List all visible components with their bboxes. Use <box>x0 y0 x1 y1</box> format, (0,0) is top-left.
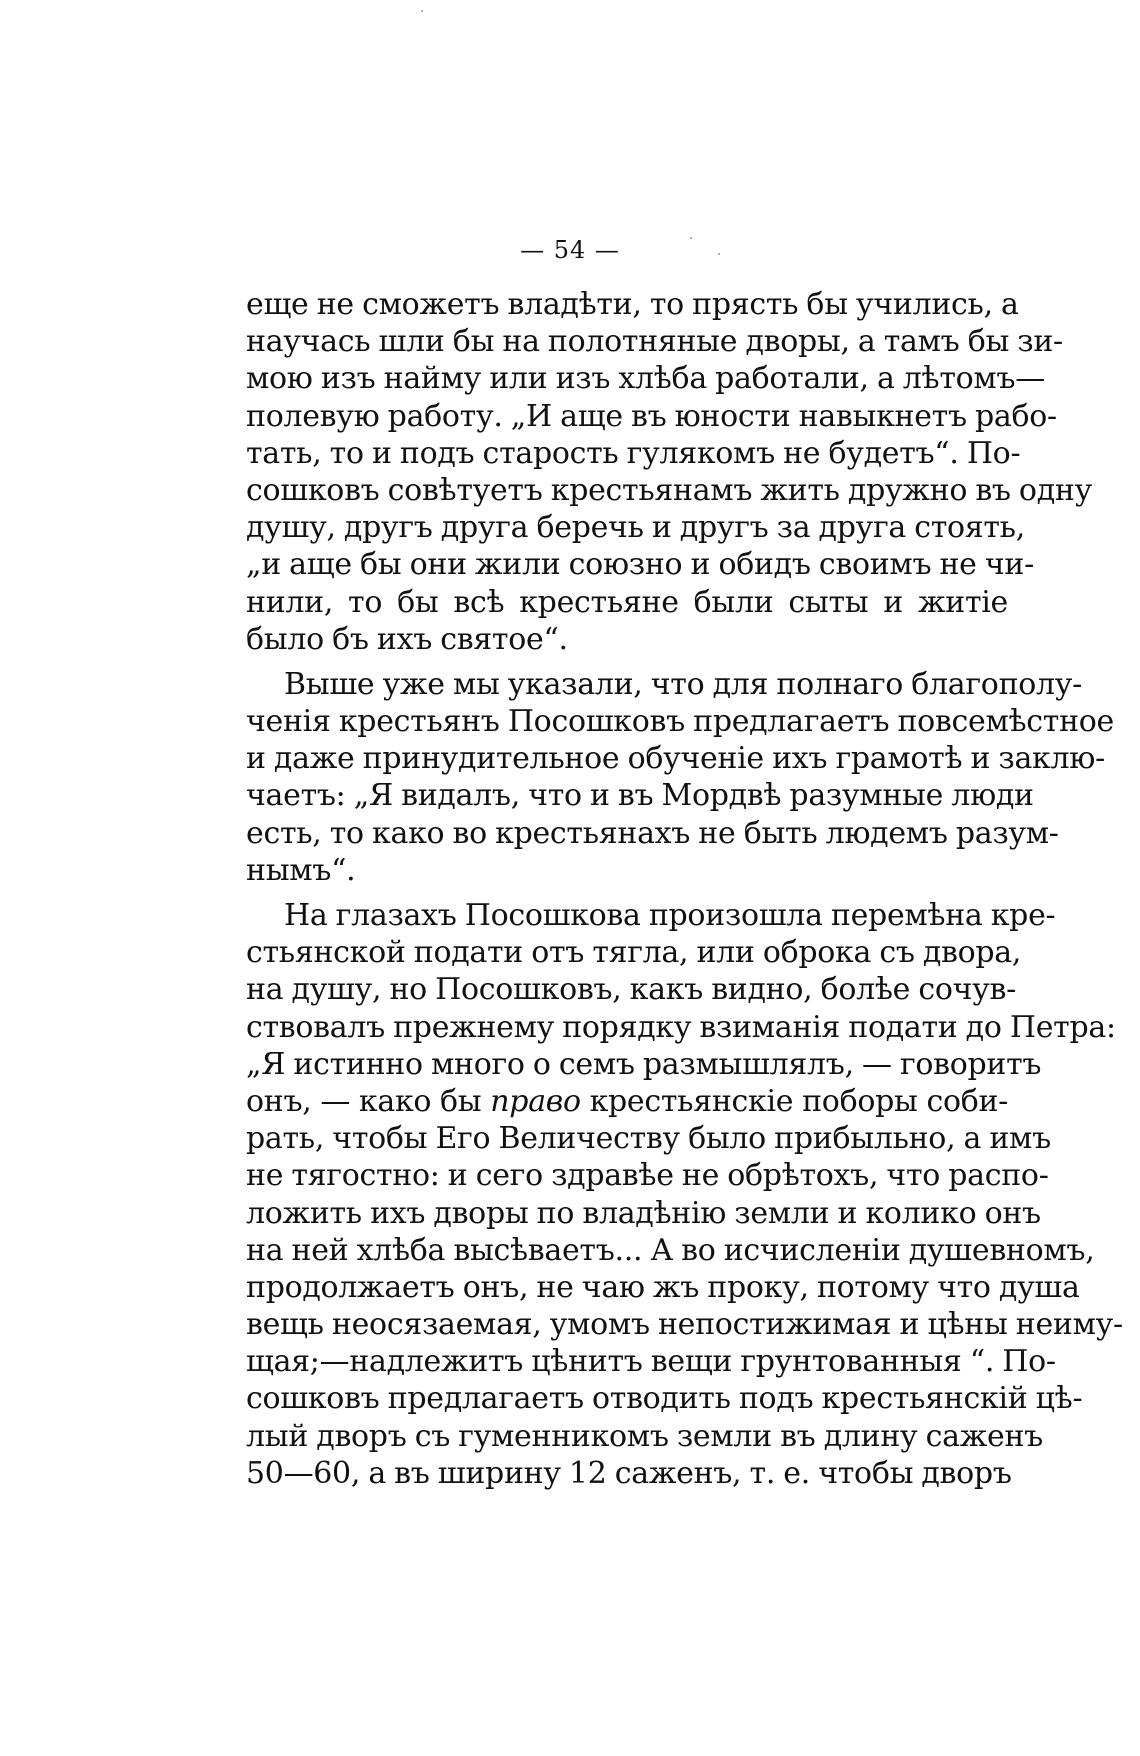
text-line: мою изъ найму или изъ хлѣба работали, а лѣтомъ— <box>246 361 1045 397</box>
text-line: сошковъ совѣтуетъ крестьянамъ жить дружно въ одну <box>246 472 1092 508</box>
text-line: на душу, но Посошковъ, какъ видно, болѣе сочув- <box>246 972 1016 1008</box>
text-line <box>246 1083 1008 1120</box>
italic-word: право <box>490 1083 581 1119</box>
text-line: продолжаетъ онъ, не чаю жъ проку, потому что душа <box>246 1269 1080 1305</box>
text-line: полевую работу. „И аще въ юности навыкнетъ рабо- <box>246 398 1057 434</box>
text-span: крестьянскіе поборы соби- <box>580 1083 1008 1119</box>
text-line: щая;—надлежитъ цѣнитъ вещи грунтованныя “. По- <box>246 1344 1056 1380</box>
text-line: 50—60, а въ ширину 12 саженъ, т. е. чтобы дворъ <box>246 1455 1012 1491</box>
text-line: тать, то и подъ старость гулякомъ не будетъ“. По- <box>246 435 1021 471</box>
paragraph <box>246 666 1115 889</box>
text-line: еще не сможетъ владѣти, то прясть бы учились, а <box>246 287 1019 322</box>
text-line: стьянской подати отъ тягла, или оброка съ двора, <box>246 935 1022 971</box>
text-line: чаетъ: „Я видалъ, что и въ Мордвѣ разумные люди <box>246 778 1034 814</box>
body-text <box>246 286 1123 1492</box>
text-line: нымъ“. <box>246 852 356 888</box>
text-line: душу, другъ друга беречь и другъ за друга стоять, <box>246 510 1025 546</box>
text-line: ченія крестьянъ Посошковъ предлагаетъ повсемѣстное <box>246 704 1115 740</box>
text-line: „и аще бы они жили союзно и обидъ своимъ не чи- <box>246 547 1034 583</box>
paper-speck <box>421 10 423 12</box>
text-span: онъ, — како бы <box>246 1083 491 1119</box>
text-line: было бъ ихъ святое“. <box>246 621 568 657</box>
text-line: ложить ихъ дворы по владѣнію земли и колико онъ <box>246 1195 1041 1231</box>
text-line: нили, то бы всѣ крестьяне были сыты и житіе <box>246 584 1008 620</box>
text-line: есть, то како во крестьянахъ не быть людемъ разум- <box>246 815 1059 851</box>
text-line: Выше уже мы указали, что для полнаго благополу- <box>284 666 1082 702</box>
text-line: на ней хлѣба высѣваетъ... А во исчисленіи душевномъ, <box>246 1232 1095 1268</box>
text-line: лый дворъ съ гуменникомъ земли въ длину саженъ <box>246 1418 1043 1454</box>
text-line: сошковъ предлагаетъ отводить подъ крестьянскій цѣ- <box>246 1381 1083 1417</box>
page-number: — 54 — <box>520 236 620 264</box>
text-line: и даже принудительное обученіе ихъ грамотѣ и заклю- <box>246 741 1105 777</box>
text-line: ствовалъ прежнему порядку взиманія подати до Петра: <box>246 1009 1116 1045</box>
text-line: научась шли бы на полотняные дворы, а тамъ бы зи- <box>246 324 1063 360</box>
text-line: „Я истинно много о семъ размышлялъ, — говоритъ <box>246 1046 1042 1082</box>
text-line: На глазахъ Посошкова произошла перемѣна кре- <box>284 898 1056 933</box>
text-line: не тягостно: и сего здравѣе не обрѣтохъ, что распо- <box>246 1158 1049 1194</box>
text-line: рать, чтобы Его Величеству было прибыльно, а имъ <box>246 1121 1051 1157</box>
text-line: вещь неосязаемая, умомъ непостижимая и цѣны неиму- <box>246 1307 1123 1343</box>
paragraph <box>246 897 1123 1492</box>
paragraph <box>246 286 1092 658</box>
